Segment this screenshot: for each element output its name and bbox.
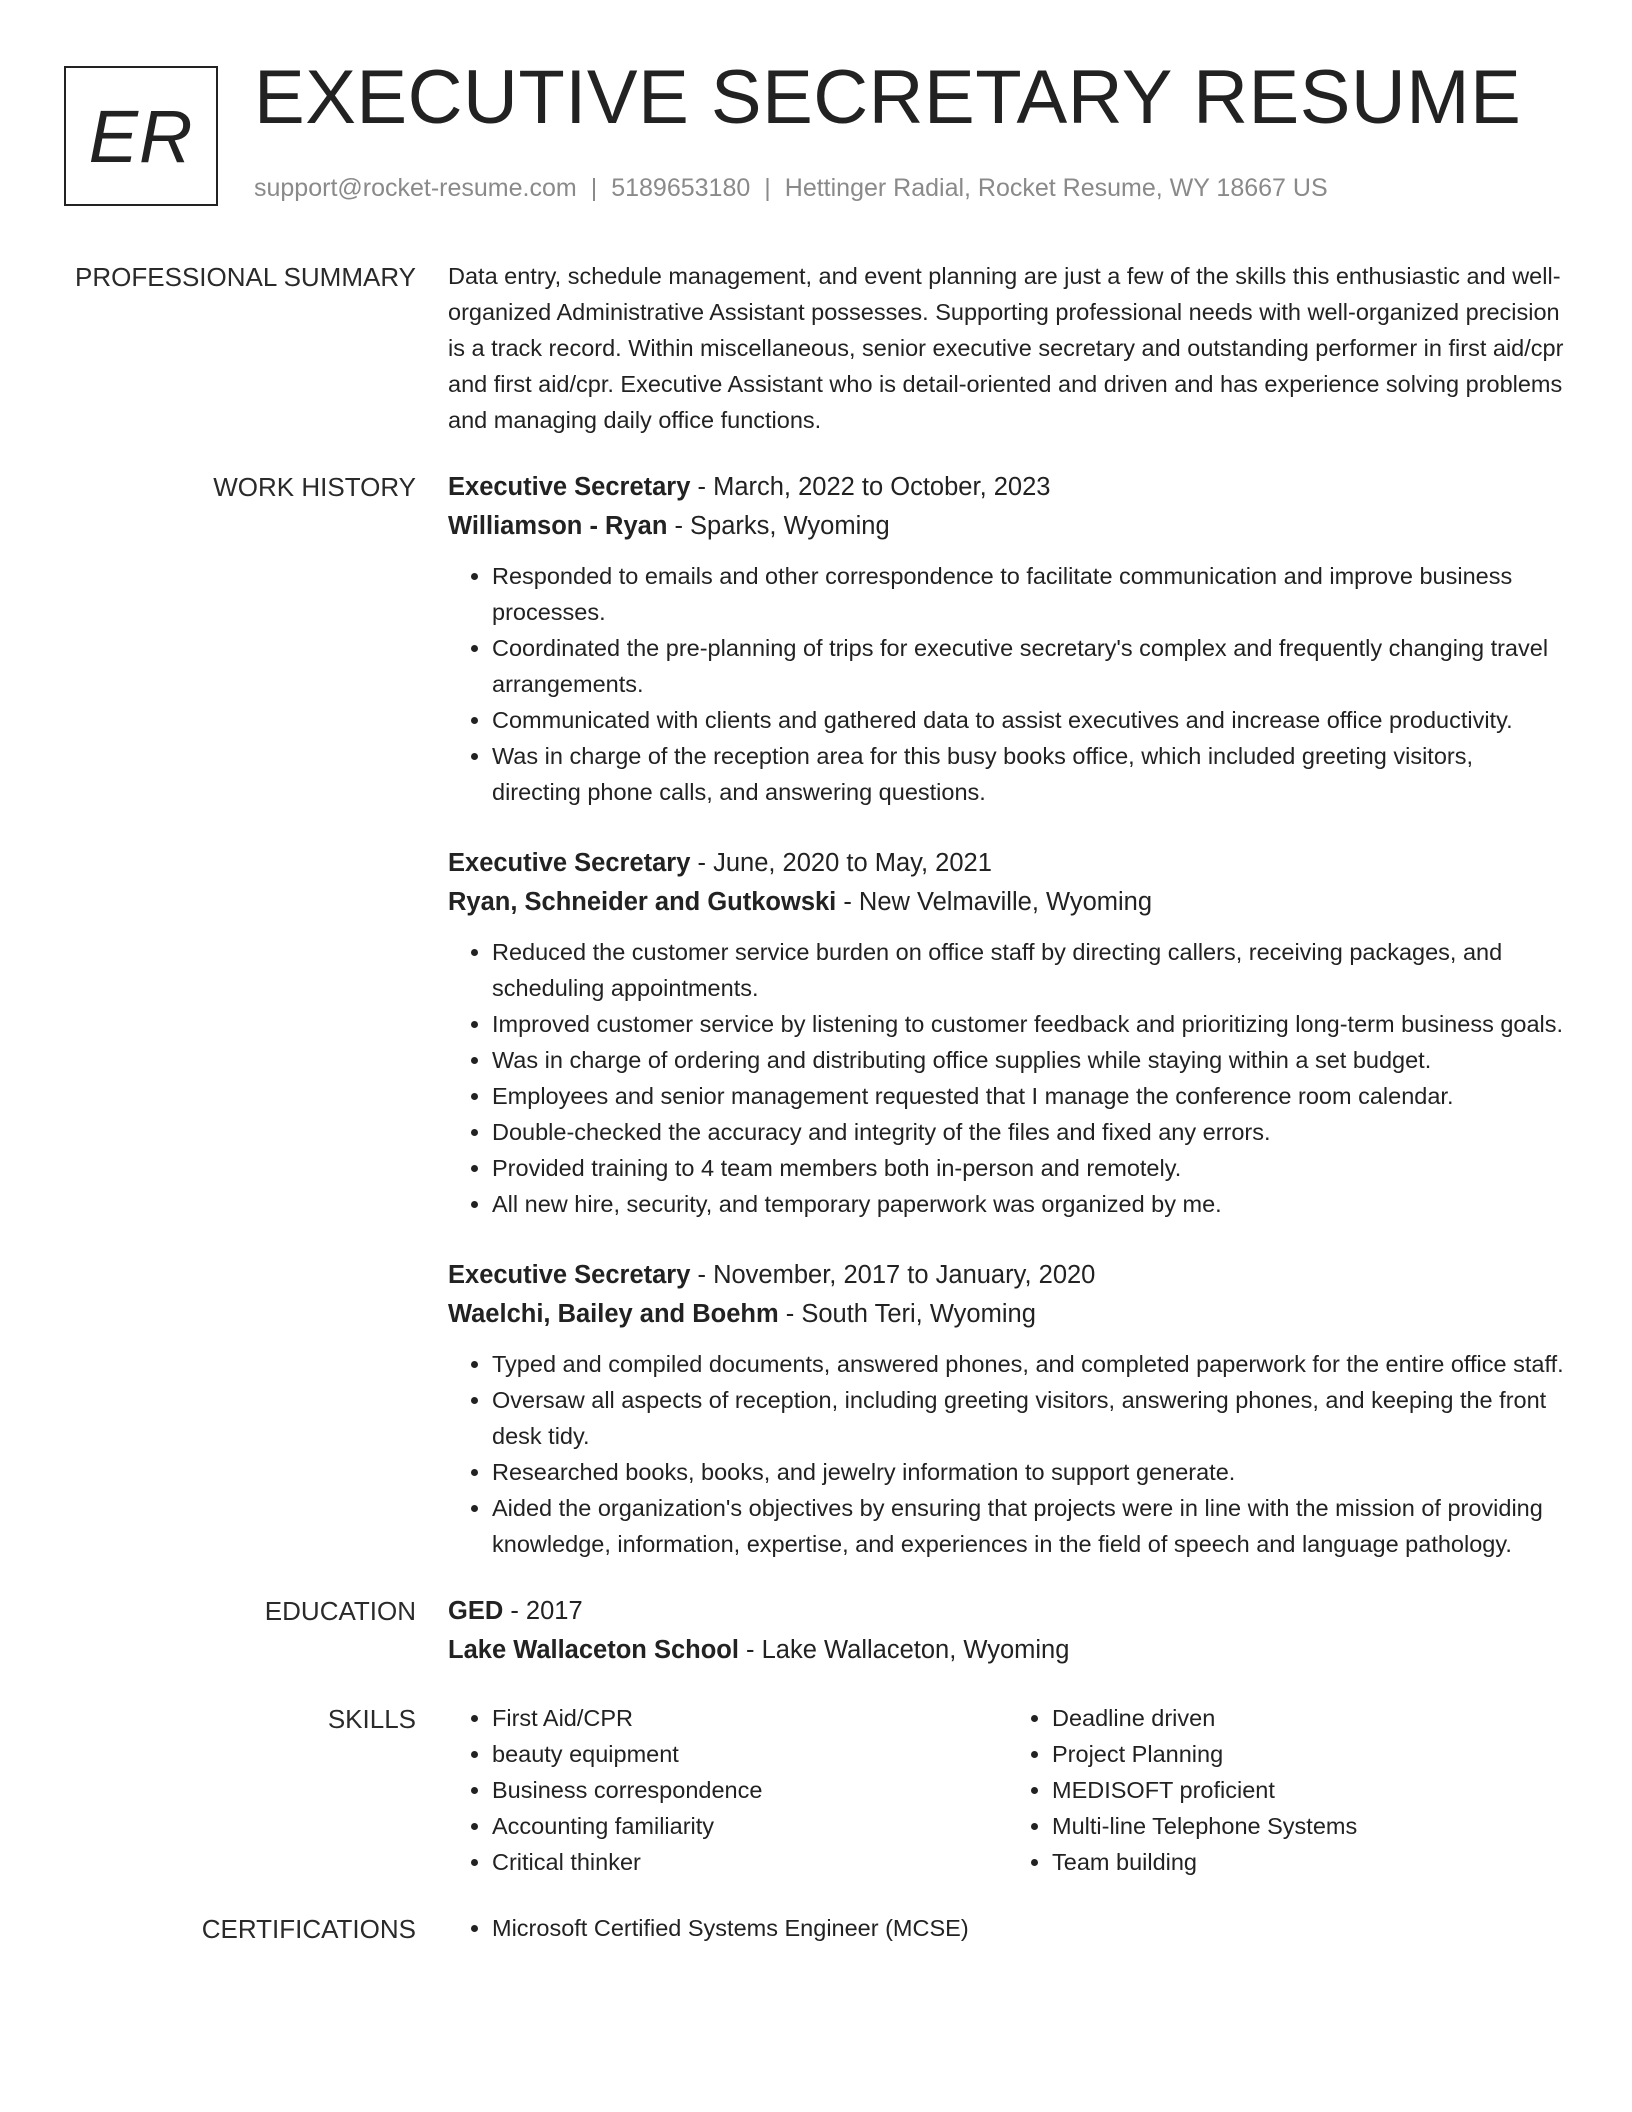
section-label: SKILLS: [327, 1704, 416, 1734]
section-certifications: [0, 1910, 1632, 1948]
contact-line: [254, 174, 1328, 203]
list-item: • Project Planning: [1052, 1736, 1568, 1772]
job-company: Ryan, Schneider and Gutkowski: [448, 888, 837, 916]
job-title: Executive Secretary: [448, 1261, 691, 1289]
contact-phone[interactable]: 5189653180: [611, 174, 751, 202]
list-item: • Researched books, books, and jewelry information to support generate.: [492, 1454, 1568, 1490]
job-company-line: [448, 883, 1568, 922]
job-entry: [448, 468, 1568, 810]
education-year: - 2017: [503, 1597, 583, 1625]
job-dates: - March, 2022 to October, 2023: [690, 473, 1051, 501]
list-item: • Was in charge of ordering and distributing office supplies while staying within a set budget.: [492, 1042, 1568, 1078]
job-company-line: [448, 1295, 1568, 1334]
list-item: • Business correspondence: [492, 1772, 1008, 1808]
job-title-line: [448, 1256, 1568, 1295]
list-item: • Typed and compiled documents, answered phones, and completed paperwork for the entire office staff.: [492, 1346, 1568, 1382]
section-education: [0, 1592, 1632, 1670]
list-item: • Reduced the customer service burden on office staff by directing callers, receiving packages, and scheduling appointments.: [492, 934, 1568, 1006]
monogram-badge: ER: [64, 66, 218, 206]
section-body: [448, 1700, 1568, 1880]
section-body: [448, 468, 1568, 1562]
job-bullets: [448, 934, 1568, 1222]
education-degree-line: [448, 1592, 1568, 1631]
resume-sections: [0, 258, 1632, 1978]
section-professional-summary: [0, 258, 1632, 438]
contact-address: Hettinger Radial, Rocket Resume, WY 18667 US: [784, 174, 1328, 202]
list-item: • Improved customer service by listening to customer feedback and prioritizing long-term business goals.: [492, 1006, 1568, 1042]
job-dates: - June, 2020 to May, 2021: [690, 849, 992, 877]
list-item: • Was in charge of the reception area for this busy books office, which included greeting visitors, directing phone calls, and answering questions.: [492, 738, 1568, 810]
job-company-line: [448, 507, 1568, 546]
education-location: - Lake Wallaceton, Wyoming: [738, 1636, 1070, 1664]
job-title-line: [448, 468, 1568, 507]
list-item: • Microsoft Certified Systems Engineer (MCSE): [492, 1910, 1568, 1946]
education-school: Lake Wallaceton School: [448, 1636, 739, 1664]
skills-column-right: [1008, 1700, 1568, 1880]
job-location: - New Velmaville, Wyoming: [836, 888, 1153, 916]
list-item: • Critical thinker: [492, 1844, 1008, 1880]
job-location: - Sparks, Wyoming: [667, 512, 890, 540]
section-label: EDUCATION: [264, 1596, 416, 1626]
resume-header: [64, 55, 1592, 216]
list-item: • Aided the organization's objectives by ensuring that projects were in line with the mission of providing knowledge, information, expertise, and experiences in the field of speech and language pathology.: [492, 1490, 1568, 1562]
job-bullets: [448, 1346, 1568, 1562]
education-school-line: [448, 1631, 1568, 1670]
resume-title: EXECUTIVE SECRETARY RESUME: [254, 55, 1522, 140]
skills-columns: [448, 1700, 1568, 1880]
list-item: • Responded to emails and other correspondence to facilitate communication and improve business processes.: [492, 558, 1568, 630]
summary-text: Data entry, schedule management, and event planning are just a few of the skills this enthusiastic and well-organized Administrative Assistant possesses. Supporting professional needs with well-organized precision is a track record. Within miscellaneous, senior executive secretary and outstanding performer in first aid/cpr and first aid/cpr. Executive Assistant who is detail-oriented and driven and has experience solving problems and managing daily office functions.: [448, 263, 1564, 433]
list-item: • Oversaw all aspects of reception, including greeting visitors, answering phones, and keeping the front desk tidy.: [492, 1382, 1568, 1454]
section-label: WORK HISTORY: [213, 472, 416, 502]
list-item: • All new hire, security, and temporary paperwork was organized by me.: [492, 1186, 1568, 1222]
list-item: • Employees and senior management requested that I manage the conference room calendar.: [492, 1078, 1568, 1114]
list-item: • Coordinated the pre-planning of trips for executive secretary's complex and frequently changing travel arrangements.: [492, 630, 1568, 702]
list-item: • Accounting familiarity: [492, 1808, 1008, 1844]
job-bullets: [448, 558, 1568, 810]
job-title: Executive Secretary: [448, 473, 691, 501]
section-label: CERTIFICATIONS: [201, 1914, 416, 1944]
job-entry: [448, 844, 1568, 1222]
list-item: • Communicated with clients and gathered data to assist executives and increase office productivity.: [492, 702, 1568, 738]
skills-column-left: [448, 1700, 1008, 1880]
section-label: PROFESSIONAL SUMMARY: [75, 262, 416, 292]
section-work-history: [0, 468, 1632, 1562]
list-item: • First Aid/CPR: [492, 1700, 1008, 1736]
section-body: [448, 1910, 1568, 1948]
job-entry: [448, 1256, 1568, 1562]
list-item: • beauty equipment: [492, 1736, 1008, 1772]
contact-separator: |: [590, 174, 598, 202]
list-item: • Double-checked the accuracy and integrity of the files and fixed any errors.: [492, 1114, 1568, 1150]
section-body: [448, 1592, 1568, 1670]
list-item: • MEDISOFT proficient: [1052, 1772, 1568, 1808]
list-item: • Multi-line Telephone Systems: [1052, 1808, 1568, 1844]
job-title-line: [448, 844, 1568, 883]
job-location: - South Teri, Wyoming: [778, 1300, 1036, 1328]
certifications-list: [448, 1910, 1568, 1946]
job-company: Waelchi, Bailey and Boehm: [448, 1300, 779, 1328]
section-body: [448, 258, 1568, 438]
job-company: Williamson - Ryan: [448, 512, 668, 540]
job-dates: - November, 2017 to January, 2020: [690, 1261, 1096, 1289]
list-item: • Team building: [1052, 1844, 1568, 1880]
contact-email[interactable]: support@rocket-resume.com: [254, 174, 577, 202]
list-item: • Deadline driven: [1052, 1700, 1568, 1736]
job-title: Executive Secretary: [448, 849, 691, 877]
contact-separator: |: [764, 174, 771, 202]
section-skills: [0, 1700, 1632, 1880]
list-item: • Provided training to 4 team members both in-person and remotely.: [492, 1150, 1568, 1186]
education-degree: GED: [448, 1597, 504, 1625]
